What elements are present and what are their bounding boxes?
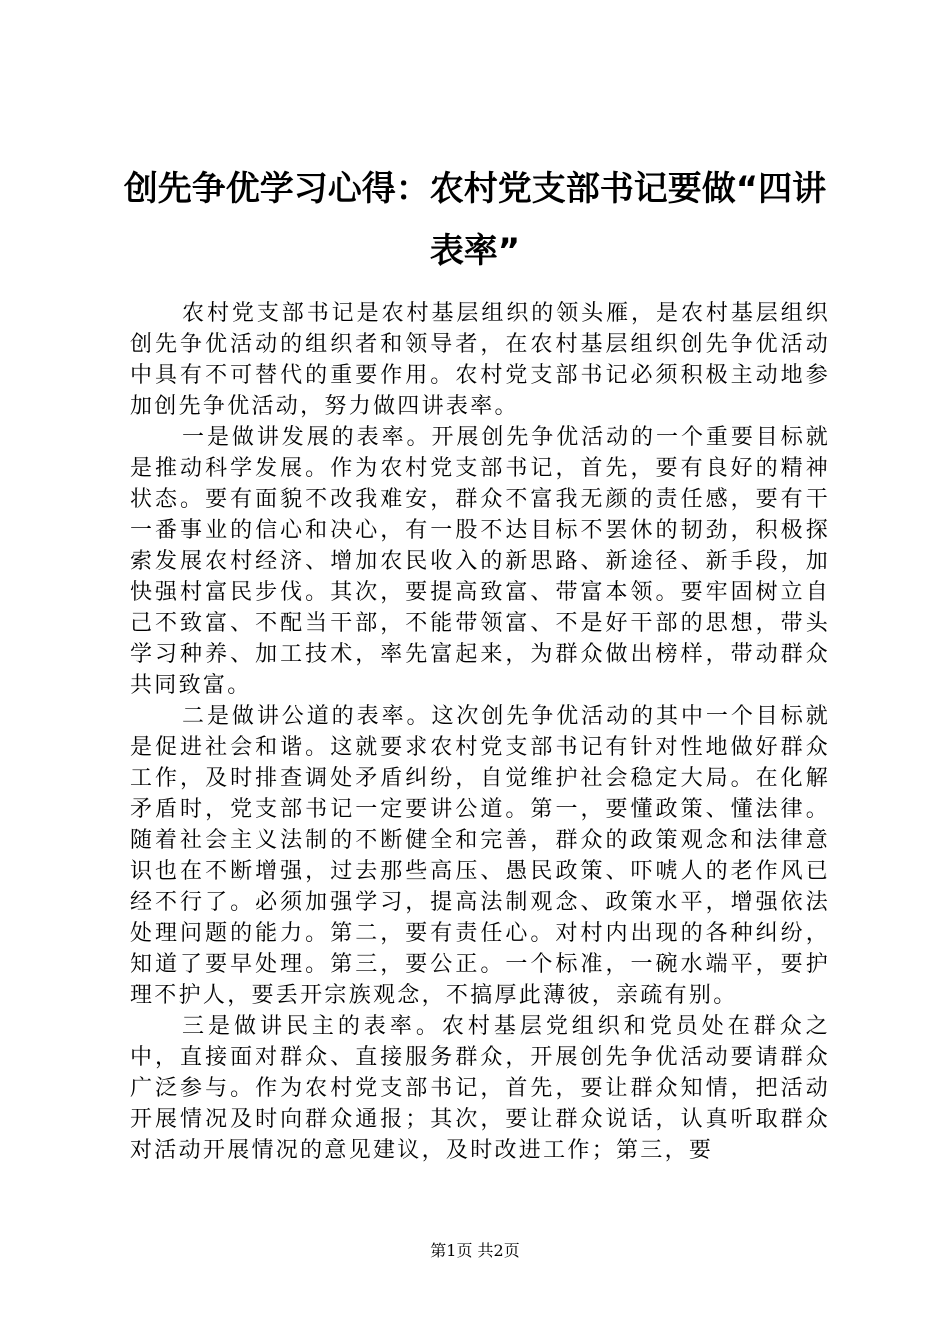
document-title: 创先争优学习心得：农村党支部书记要做“四讲表率” xyxy=(123,169,827,271)
paragraph-development: 一是做讲发展的表率。开展创先争优活动的一个重要目标就是推动科学发展。作为农村党支部书记，首先，要有良好的精神状态。要有面貌不改我难安，群众不富我无颜的责任感，要有干一番事业的信心和决心，有一股不达目标不罢休的韧劲，积极探索发展农村经济、增加农民收入的新思路、新途径、新手段，加快强村富民步伐。其次，要提高致富、带富本领。要牢固树立自己不致富、不配当干部，不能带领富、不是好干部的思想，带头学习种养、加工技术，率先富起来，为群众做出榜样，带动群众共同致富。 xyxy=(130,425,830,698)
paragraph-intro: 农村党支部书记是农村基层组织的领头雁，是农村基层组织创先争优活动的组织者和领导者，在农村基层组织创先争优活动中具有不可替代的重要作用。农村党支部书记必须积极主动地参加创先争优活动，努力做四讲表率。 xyxy=(130,301,830,419)
page-footer: 第1页 共2页 xyxy=(430,1241,520,1260)
document-body xyxy=(130,298,830,1166)
paragraph-democracy: 三是做讲民主的表率。农村基层党组织和党员处在群众之中，直接面对群众、直接服务群众，开展创先争优活动要请群众广泛参与。作为农村党支部书记，首先，要让群众知情，把活动开展情况及时向群众通报；其次，要让群众说话，认真听取群众对活动开展情况的意见建议，及时改进工作；第三，要 xyxy=(130,1014,830,1163)
paragraph-fairness: 二是做讲公道的表率。这次创先争优活动的其中一个目标就是促进社会和谐。这就要求农村党支部书记有针对性地做好群众工作，及时排查调处矛盾纠纷，自觉维护社会稳定大局。在化解矛盾时，党支部书记一定要讲公道。第一，要懂政策、懂法律。随着社会主义法制的不断健全和完善，群众的政策观念和法律意识也在不断增强，过去那些高压、愚民政策、吓唬人的老作风已经不行了。必须加强学习，提高法制观念、政策水平，增强依法处理问题的能力。第二，要有责任心。对村内出现的各种纠纷，知道了要早处理。第三，要公正。一个标准，一碗水端平，要护理不护人，要丢开宗族观念，不搞厚此薄彼，亲疏有别。 xyxy=(130,704,830,1008)
